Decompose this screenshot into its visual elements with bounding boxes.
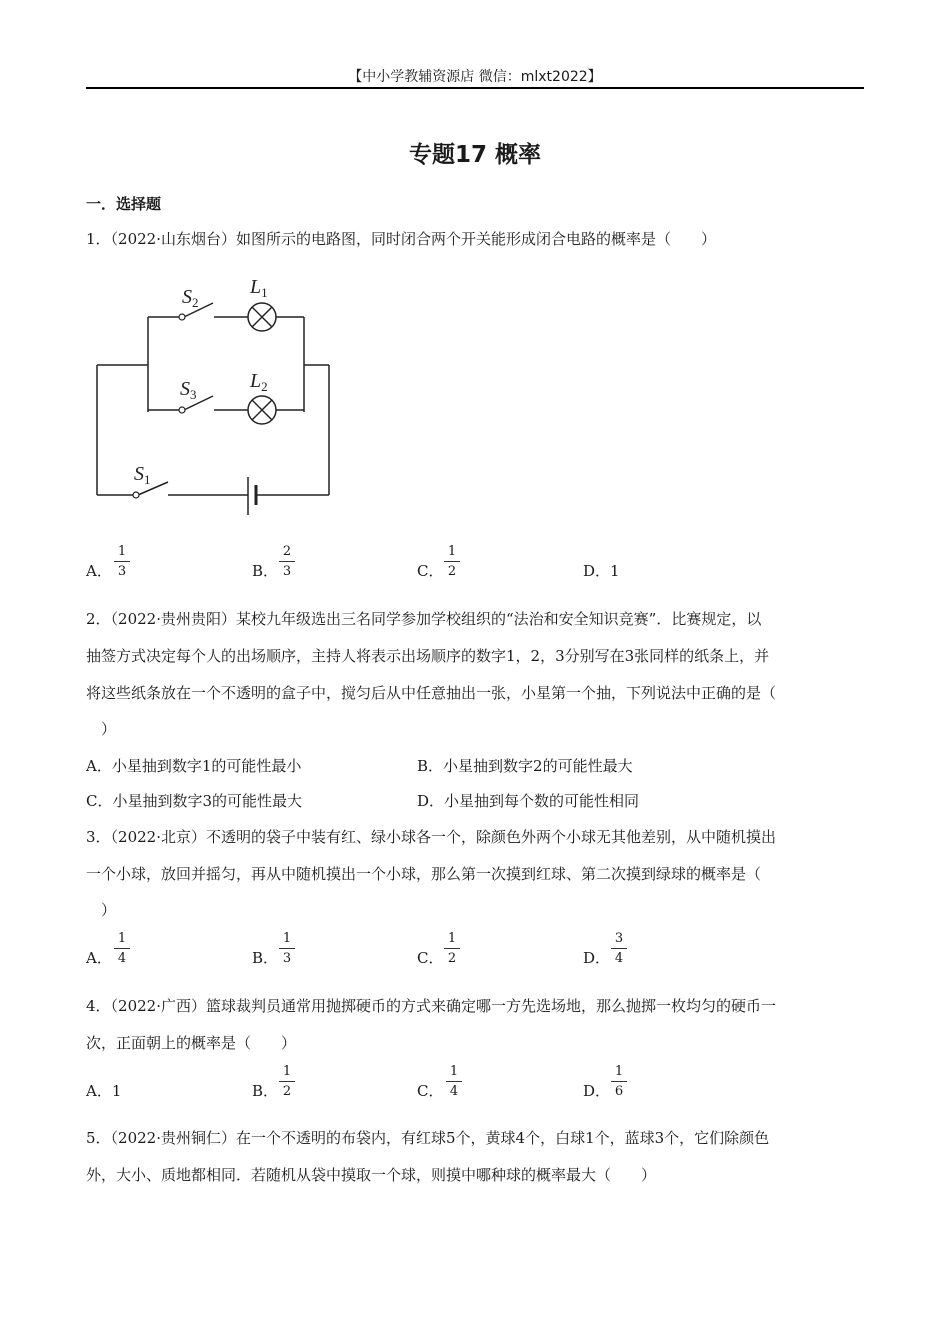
section-heading: 一．选择题 xyxy=(86,195,162,213)
q3-option-d-fraction: 3 4 xyxy=(611,931,627,966)
label-l1: $L_1$ xyxy=(250,276,268,300)
q5-line-2: 外，大小、质地都相同．若随机从袋中摸取一个球，则摸中哪种球的概率最大（ ） xyxy=(86,1166,657,1184)
q4-option-c-fraction: 1 4 xyxy=(446,1064,462,1099)
q3-line-2: 一个小球，放回并摇匀，再从中随机摸出一个小球，那么第一次摸到红球、第二次摸到绿球的概率是（ xyxy=(86,865,762,883)
q4-option-c[interactable]: C． xyxy=(417,1082,444,1100)
q2-option-a[interactable]: A．小星抽到数字1的可能性最小 xyxy=(86,757,302,775)
page-title: 专题17 概率 xyxy=(408,142,541,168)
q1-option-b[interactable]: B． xyxy=(252,562,279,580)
q1-option-b-fraction: 2 3 xyxy=(279,544,295,579)
q4-line-1: 4．（2022·广西）篮球裁判员通常用抛掷硬币的方式来确定哪一方先选场地，那么抛掷一枚均匀的硬币一 xyxy=(86,997,776,1015)
q2-line-1: 2．（2022·贵州贵阳）某校九年级选出三名同学参加学校组织的“法治和安全知识竞赛”．比赛规定，以 xyxy=(86,610,762,628)
q2-option-c[interactable]: C．小星抽到数字3的可能性最大 xyxy=(86,792,303,810)
q2-option-d[interactable]: D．小星抽到每个数的可能性相同 xyxy=(417,792,640,810)
q3-option-a[interactable]: A． xyxy=(86,949,112,967)
q2-line-2: 抽签方式决定每个人的出场顺序，主持人将表示出场顺序的数字1，2，3分别写在3张同样的纸条上，并 xyxy=(86,647,770,665)
q2-option-b[interactable]: B．小星抽到数字2的可能性最大 xyxy=(417,757,633,775)
q3-option-a-fraction: 1 4 xyxy=(114,931,130,966)
q1-text: 1．（2022·山东烟台）如图所示的电路图，同时闭合两个开关能形成闭合电路的概率是（ ） xyxy=(86,230,716,248)
q3-line-3: ） xyxy=(86,901,117,919)
label-l2: $L_2$ xyxy=(250,370,268,394)
q1-option-a[interactable]: A． xyxy=(86,562,112,580)
q3-option-c[interactable]: C． xyxy=(417,949,444,967)
header-rule xyxy=(86,87,864,89)
q5-line-1: 5．（2022·贵州铜仁）在一个不透明的布袋内，有红球5个，黄球4个，白球1个，蓝球3个，它们除颜色 xyxy=(86,1129,770,1147)
q4-option-b-fraction: 1 2 xyxy=(279,1064,295,1099)
q4-option-d-fraction: 1 6 xyxy=(611,1064,627,1099)
q1-option-c[interactable]: C． xyxy=(417,562,444,580)
q4-option-d[interactable]: D． xyxy=(583,1082,611,1100)
circuit-diagram xyxy=(86,265,346,525)
page-header: 【中小学教辅资源店 微信：mlxt2022】 xyxy=(348,69,602,85)
q4-option-b[interactable]: B． xyxy=(252,1082,279,1100)
q2-line-3: 将这些纸条放在一个不透明的盒子中，搅匀后从中任意抽出一张，小星第一个抽，下列说法中正确的是（ xyxy=(86,684,777,702)
label-s2: $S_2$ xyxy=(182,286,199,310)
q2-line-4: ） xyxy=(86,720,117,738)
label-s3: $S_3$ xyxy=(180,378,197,402)
q3-option-c-fraction: 1 2 xyxy=(444,931,460,966)
q3-option-d[interactable]: D． xyxy=(583,949,611,967)
q1-option-a-fraction: 1 3 xyxy=(114,544,130,579)
label-s1: $S_1$ xyxy=(134,463,151,487)
q1-option-d[interactable]: D．1 xyxy=(583,562,620,580)
q1-option-c-fraction: 1 2 xyxy=(444,544,460,579)
q3-option-b[interactable]: B． xyxy=(252,949,279,967)
q4-line-2: 次，正面朝上的概率是（ ） xyxy=(86,1034,297,1052)
q3-line-1: 3．（2022·北京）不透明的袋子中装有红、绿小球各一个，除颜色外两个小球无其他差别，从中随机摸出 xyxy=(86,828,776,846)
q3-option-b-fraction: 1 3 xyxy=(279,931,295,966)
q4-option-a[interactable]: A．1 xyxy=(86,1082,122,1100)
